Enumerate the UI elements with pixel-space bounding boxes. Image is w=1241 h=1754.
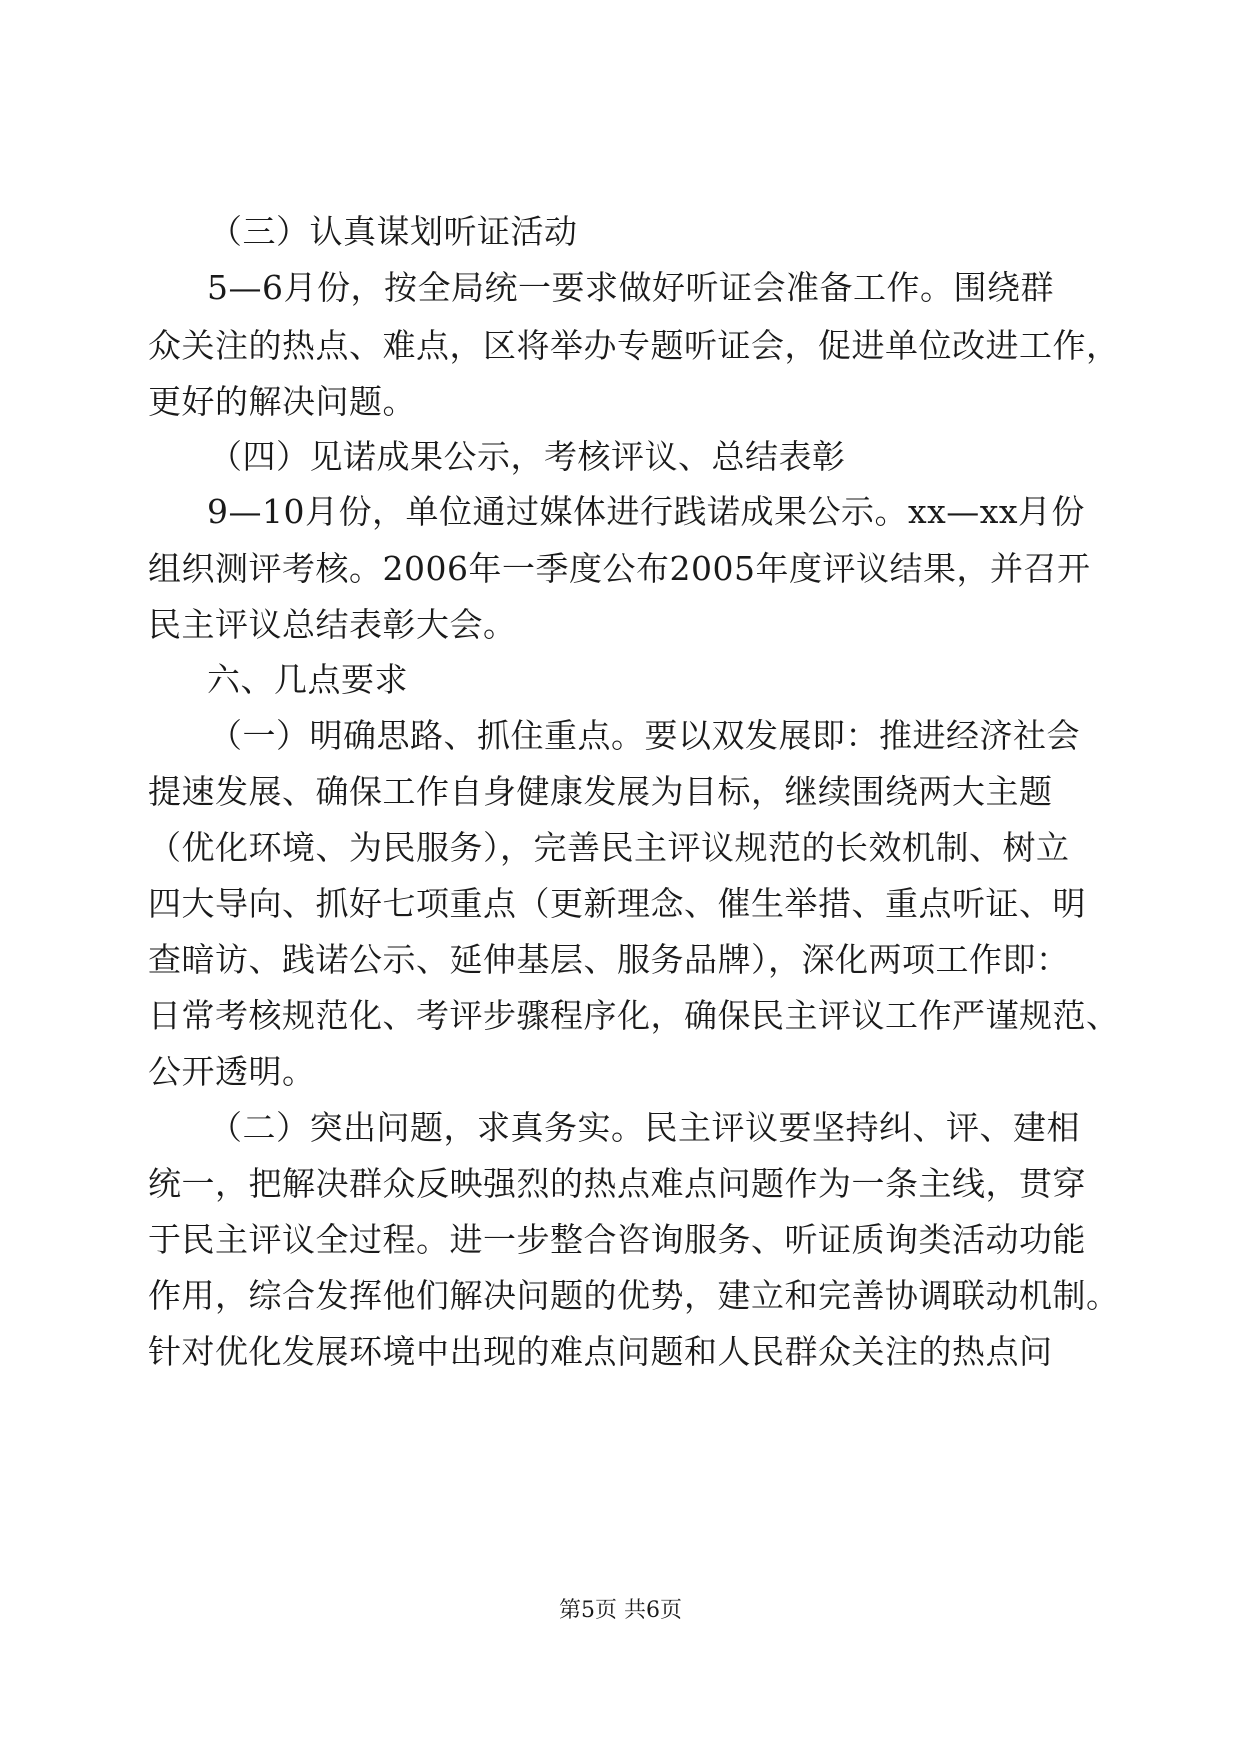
paragraph-line: 针对优化发展环境中出现的难点问题和人民群众关注的热点问 — [148, 1332, 1053, 1371]
paragraph-line: 组织测评考核。2006年一季度公布2005年度评议结果，并召开 — [148, 549, 1091, 588]
paragraph-line: 提速发展、确保工作自身健康发展为目标，继续围绕两大主题 — [148, 772, 1053, 811]
paragraph-line: 9—10月份，单位通过媒体进行践诺成果公示。xx—xx月份 — [207, 492, 1085, 531]
section-heading: （四）见诺成果公示，考核评议、总结表彰 — [209, 437, 846, 476]
paragraph-line: 更好的解决问题。 — [148, 382, 416, 421]
paragraph-line: 公开透明。 — [148, 1052, 316, 1091]
paragraph-line: （一）明确思路、抓住重点。要以双发展即：推进经济社会 — [209, 716, 1080, 755]
paragraph-line: 查暗访、践诺公示、延伸基层、服务品牌），深化两项工作即： — [148, 940, 1070, 979]
paragraph-line: 于民主评议全过程。进一步整合咨询服务、听证质询类活动功能 — [148, 1220, 1086, 1259]
paragraph-line: （二）突出问题，求真务实。民主评议要坚持纠、评、建相 — [209, 1108, 1080, 1147]
paragraph-line: 众关注的热点、难点，区将举办专题听证会，促进单位改进工作， — [148, 326, 1120, 365]
paragraph-line: 5—6月份，按全局统一要求做好听证会准备工作。围绕群 — [207, 268, 1054, 307]
paragraph-line: 日常考核规范化、考评步骤程序化，确保民主评议工作严谨规范、 — [148, 996, 1120, 1035]
paragraph-line: 民主评议总结表彰大会。 — [148, 605, 517, 644]
section-heading: 六、几点要求 — [207, 660, 408, 699]
paragraph-line: 四大导向、抓好七项重点（更新理念、催生举措、重点听证、明 — [148, 884, 1086, 923]
section-heading: （三）认真谋划听证活动 — [209, 212, 578, 251]
paragraph-line: 作用，综合发挥他们解决问题的优势，建立和完善协调联动机制。 — [148, 1276, 1120, 1315]
paragraph-line: 统一，把解决群众反映强烈的热点难点问题作为一条主线，贯穿 — [148, 1164, 1086, 1203]
page-footer: 第5页 共6页 — [559, 1598, 682, 1623]
paragraph-line: （优化环境、为民服务），完善民主评议规范的长效机制、树立 — [148, 828, 1070, 867]
